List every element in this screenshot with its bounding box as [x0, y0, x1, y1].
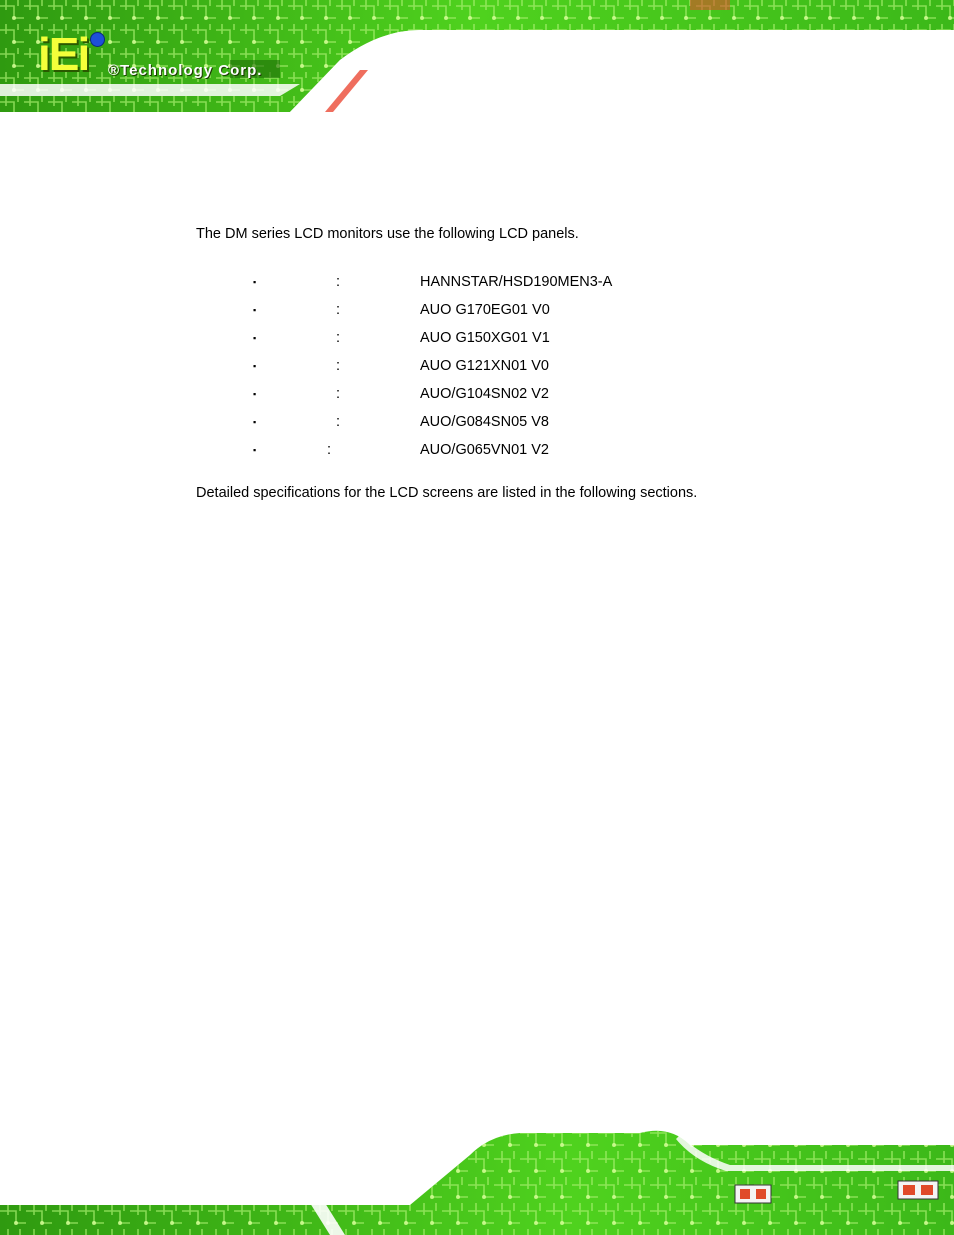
list-item — [196, 356, 896, 384]
panel-model: AUO G150XG01 V1 — [420, 330, 550, 346]
separator: : — [336, 274, 341, 290]
logo-company-name: ®Technology Corp. — [108, 62, 263, 79]
outro-paragraph: Detailed specifications for the LCD screens are listed in the following sections. — [196, 485, 698, 501]
separator: : — [336, 386, 341, 402]
list-item — [196, 300, 896, 328]
separator: : — [336, 302, 341, 318]
separator: : — [336, 358, 341, 374]
separator: : — [336, 414, 341, 430]
separator: : — [336, 330, 341, 346]
panel-model: AUO G170EG01 V0 — [420, 302, 550, 318]
panel-model: AUO/G084SN05 V8 — [420, 414, 549, 430]
lcd-panel-list — [196, 272, 896, 468]
logo-mark: iEi — [38, 28, 89, 80]
bullet-icon: ▪ — [253, 417, 257, 427]
panel-model: HANNSTAR/HSD190MEN3-A — [420, 274, 613, 290]
panel-model: AUO/G104SN02 V2 — [420, 386, 549, 402]
list-item — [196, 412, 896, 440]
intro-paragraph: The DM series LCD monitors use the following LCD panels. — [196, 226, 579, 242]
panel-model: AUO G121XN01 V0 — [420, 358, 549, 374]
page-content — [196, 224, 896, 503]
list-item — [196, 440, 896, 468]
bullet-icon: ▪ — [253, 445, 257, 455]
bullet-icon: ▪ — [253, 277, 257, 287]
logo-dot-icon — [90, 32, 105, 47]
list-item — [196, 272, 896, 300]
panel-model: AUO/G065VN01 V2 — [420, 442, 549, 458]
bullet-icon: ▪ — [253, 333, 257, 343]
separator: : — [327, 442, 332, 458]
list-item — [196, 384, 896, 412]
bullet-icon: ▪ — [253, 361, 257, 371]
footer-pcb-banner — [0, 1125, 954, 1235]
bullet-icon: ▪ — [253, 389, 257, 399]
iei-logo — [38, 30, 298, 86]
list-item — [196, 328, 896, 356]
bullet-icon: ▪ — [253, 305, 257, 315]
